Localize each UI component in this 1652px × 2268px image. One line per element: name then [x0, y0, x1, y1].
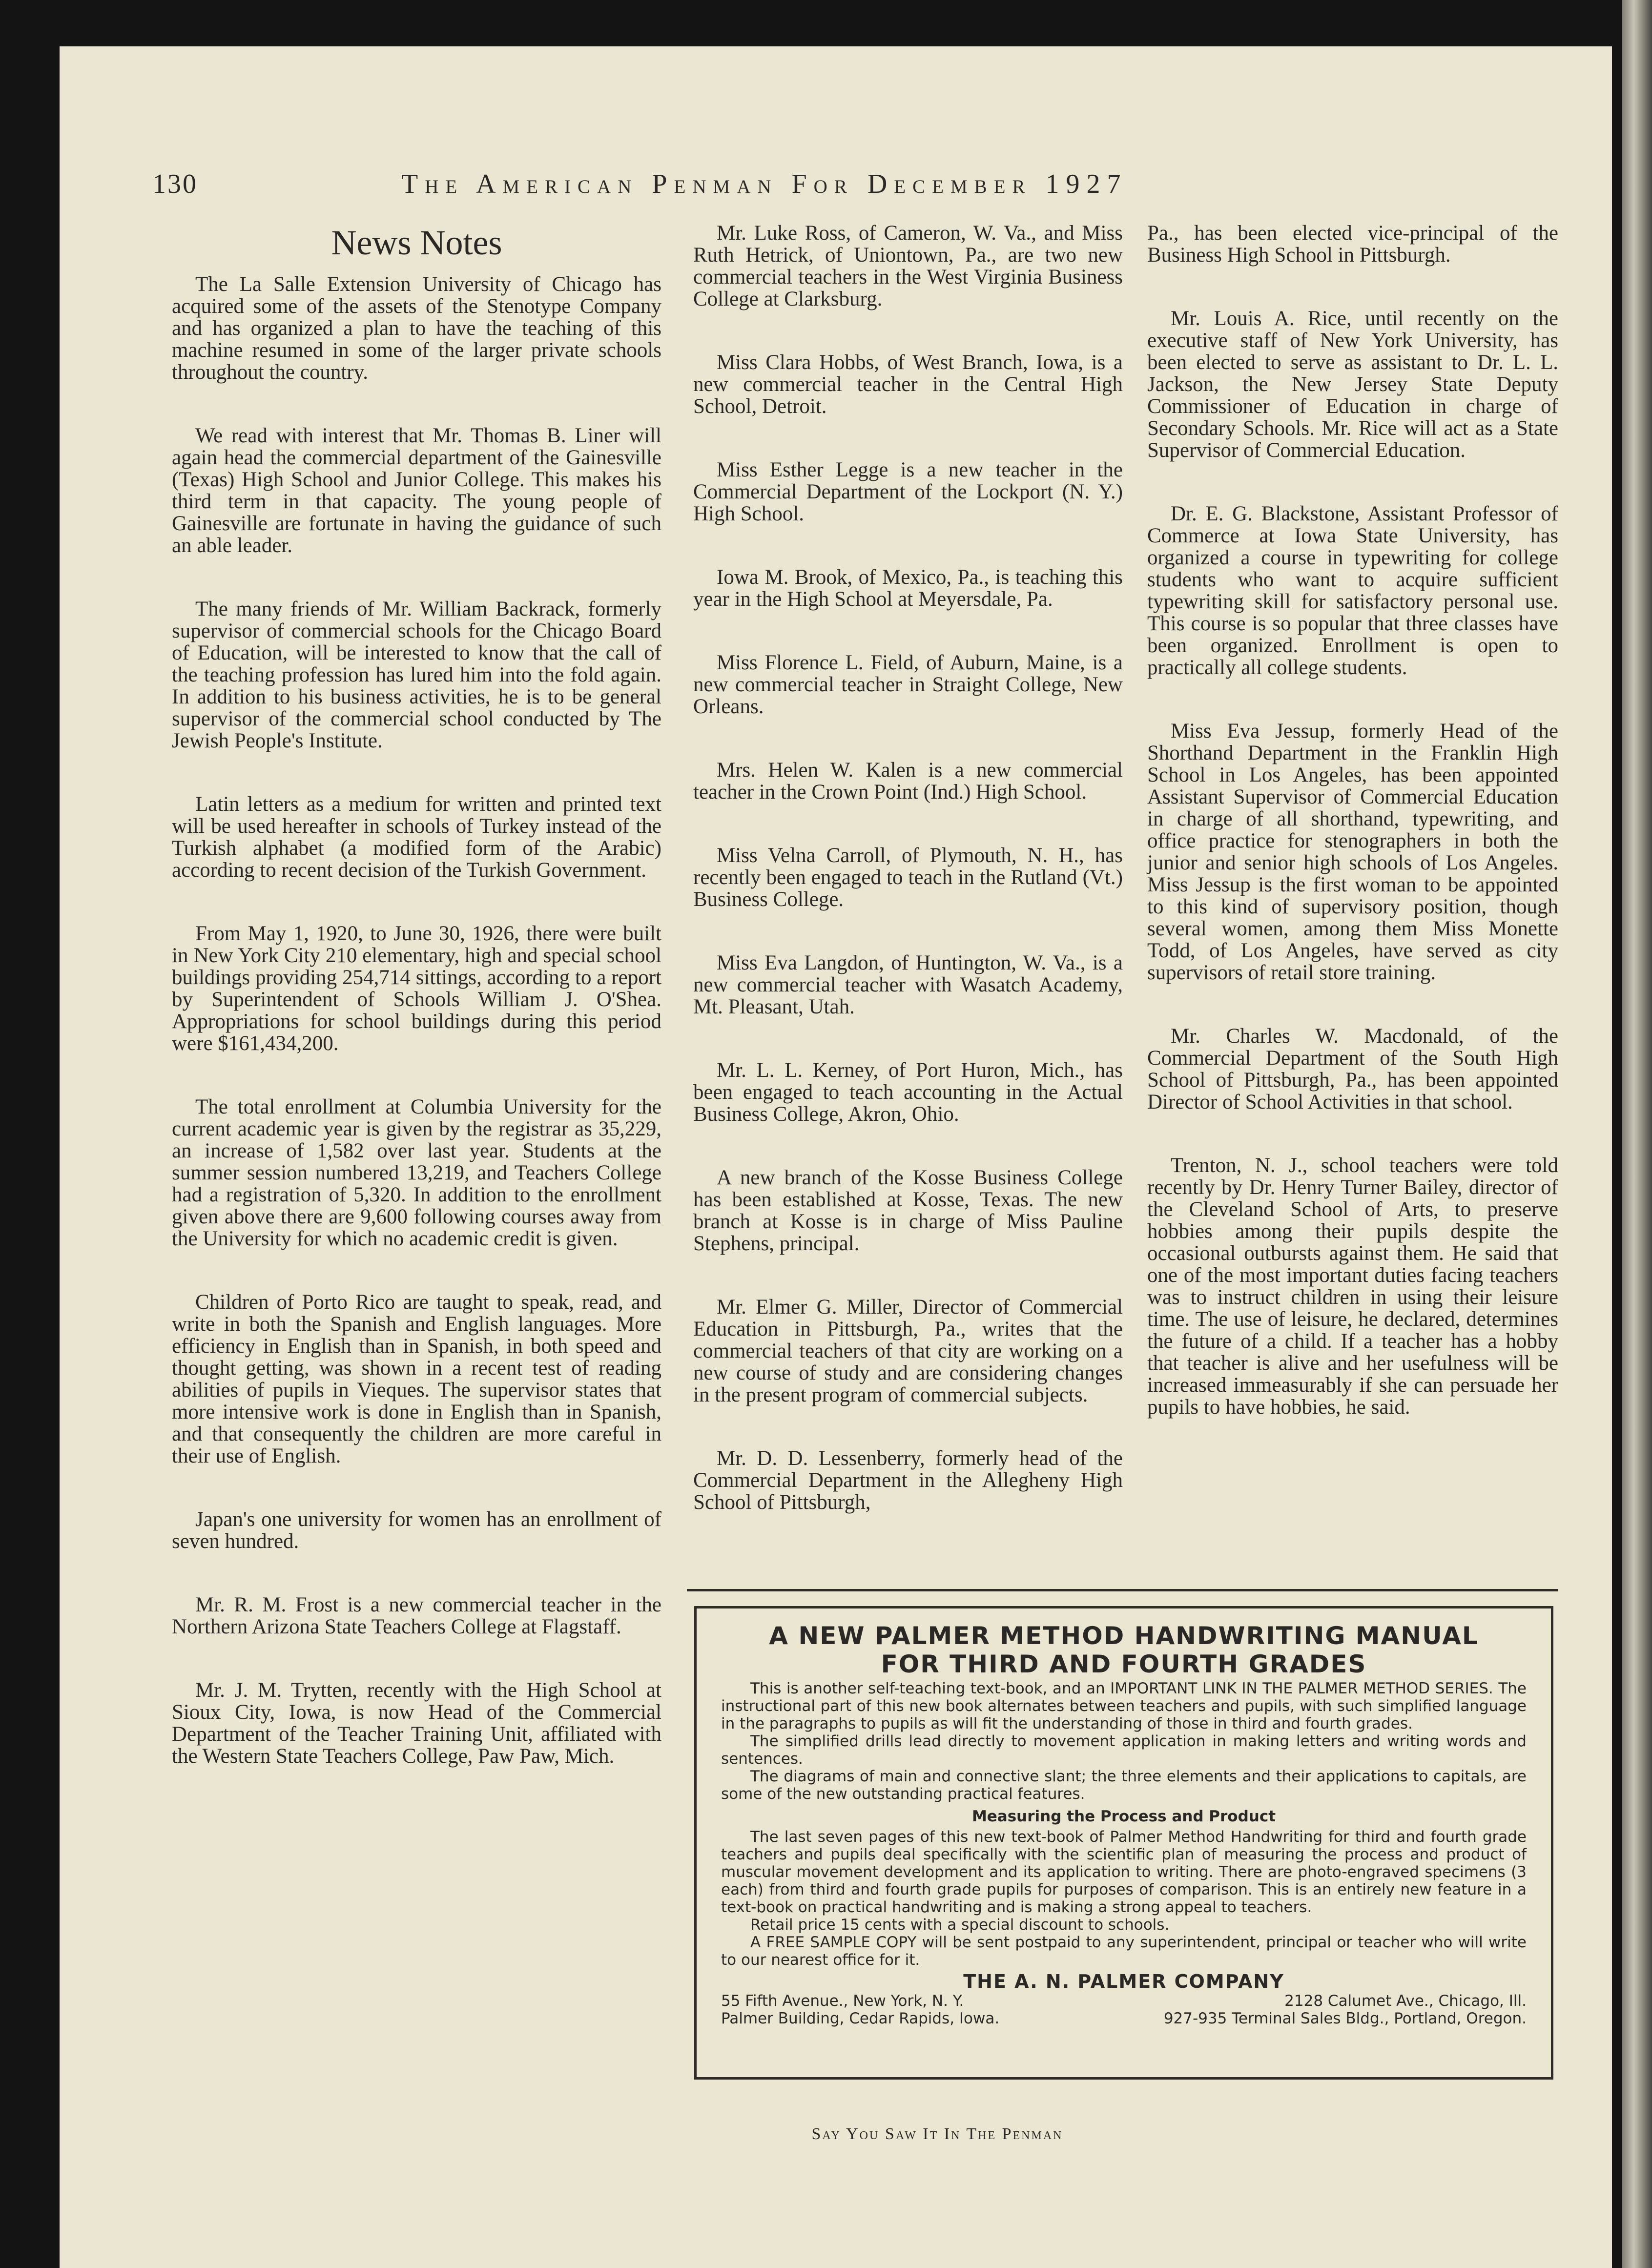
column-3 — [1147, 222, 1558, 1460]
news-item: The total enrollment at Columbia University for the current academic year is given by the registrar as 35,229, an increase of 1,582 over last year. Students at the summer session numbered 13,219, and Teachers College had a registration of 5,320. In addition to the enrollment given above there are 9,600 following courses away from the University for which no academic credit is given. — [172, 1095, 661, 1250]
news-item: Mrs. Helen W. Kalen is a new commercial teacher in the Crown Point (Ind.) High School. — [693, 759, 1123, 804]
news-item: The many friends of Mr. William Backrack, formerly supervisor of commercial schools for the Chicago Board of Education, will be interested to know that the call of the teaching profession has lured him into the fold again. In addition to his business activities, he is to be general supervisor of the commercial school conducted by The Jewish People's Institute. — [172, 598, 661, 752]
news-item: Japan's one university for women has an enrollment of seven hundred. — [172, 1508, 661, 1553]
news-item: Miss Clara Hobbs, of West Branch, Iowa, is a new commercial teacher in the Central High School, Detroit. — [693, 351, 1123, 418]
ad-paragraph: A FREE SAMPLE COPY will be sent postpaid to any superintendent, principal or teacher who will write to our nearest office for it. — [721, 1934, 1527, 1969]
news-item: Mr. Charles W. Macdonald, of the Commercial Department of the South High School of Pittsburgh, Pa., has been appointed Director of School Activities in that school. — [1147, 1025, 1558, 1113]
news-item: Mr. D. D. Lessenberry, formerly head of the Commercial Department in the Allegheny High School of Pittsburgh, — [693, 1447, 1123, 1514]
news-item: Mr. R. M. Frost is a new commercial teacher in the Northern Arizona State Teachers College at Flagstaff. — [172, 1593, 661, 1638]
page-number: 130 — [152, 169, 198, 199]
ad-company-name: THE A. N. PALMER COMPANY — [963, 1971, 1284, 1992]
news-item: Latin letters as a medium for written and printed text will be used hereafter in schools of Turkey instead of the Turkish alphabet (a modified form of the Arabic) according to recent decision of the Turkish Government. — [172, 793, 661, 882]
ad-paragraph: Retail price 15 cents with a special discount to schools. — [750, 1916, 1170, 1934]
news-item: Mr. Luke Ross, of Cameron, W. Va., and Miss Ruth Hetrick, of Uniontown, Pa., are two new commercial teachers in the West Virginia Business College at Clarksburg. — [693, 222, 1123, 310]
news-item: Mr. J. M. Trytten, recently with the High School at Sioux City, Iowa, is now Head of the Commercial Department of the Teacher Training Unit, affiliated with the Western State Teachers College, Paw Paw, Mich. — [172, 1679, 661, 1768]
news-item: Miss Velna Carroll, of Plymouth, N. H., has recently been engaged to teach in the Rutland (Vt.) Business College. — [693, 844, 1123, 911]
news-item: A new branch of the Kosse Business College has been established at Kosse, Texas. The new branch at Kosse is in charge of Miss Pauline Stephens, principal. — [693, 1166, 1123, 1255]
page-edge — [1622, 0, 1652, 2268]
palmer-advertisement — [694, 1606, 1553, 2080]
news-item: Mr. L. L. Kerney, of Port Huron, Mich., has been engaged to teach accounting in the Actual Business College, Akron, Ohio. — [693, 1059, 1123, 1126]
news-item: Iowa M. Brook, of Mexico, Pa., is teaching this year in the High School at Meyersdale, Pa. — [693, 566, 1123, 611]
news-item: From May 1, 1920, to June 30, 1926, there were built in New York City 210 elementary, high and special school buildings providing 254,714 sittings, according to a report by Superintendent of Schools William J. O'Shea. Appropriations for school buildings during this period were $161,434,200. — [172, 922, 661, 1055]
ad-address-row — [721, 1992, 1527, 2010]
news-item: Miss Eva Jessup, formerly Head of the Shorthand Department in the Franklin High School in Los Angeles, has been appointed Assistant Supervisor of Commercial Education in charge of all shorthand, typewriting, and office practice for stenographers in both the junior and senior high schools of Los Angeles. Miss Jessup is the first woman to be appointed to this kind of supervisory position, though several women, among them Miss Monette Todd, of Los Angeles, have served as city supervisors of retail store training. — [1147, 720, 1558, 984]
ad-paragraph: The diagrams of main and connective slant; the three elements and their applications to capitals, are some of the new outstanding practical features. — [721, 1768, 1527, 1803]
ad-address-row — [721, 2010, 1527, 2027]
news-item: The La Salle Extension University of Chicago has acquired some of the assets of the Stenotype Company and has organized a plan to have the teaching of this machine resumed in some of the larger private schools throughout the country. — [172, 273, 661, 384]
ad-paragraph: The simplified drills lead directly to movement application in making letters and writing words and sentences. — [721, 1732, 1527, 1768]
ad-address: Palmer Building, Cedar Rapids, Iowa. — [721, 2010, 1000, 2027]
news-item: Miss Eva Langdon, of Huntington, W. Va., is a new commercial teacher with Wasatch Academy, Mt. Pleasant, Utah. — [693, 951, 1123, 1018]
news-item-continuation: Pa., has been elected vice-principal of the Business High School in Pittsburgh. — [1147, 222, 1558, 267]
ad-headline-2: FOR THIRD AND FOURTH GRADES — [881, 1650, 1367, 1678]
news-item: We read with interest that Mr. Thomas B. Liner will again head the commercial department of the Gainesville (Texas) High School and Junior College. This makes his third term in that capacity. The young people of Gainesville are fortunate in having the guidance of such an able leader. — [172, 424, 661, 557]
running-title: The American Penman For December 1927 — [401, 169, 1128, 199]
ad-paragraph: This is another self-teaching text-book, and an IMPORTANT LINK IN THE PALMER METHOD SERIES. The instructional part of this new book alternates between teachers and pupils, with such simplified language in the paragraphs to pupils as will fit the understanding of those in third and fourth grades. — [721, 1680, 1527, 1732]
news-item: Mr. Louis A. Rice, until recently on the executive staff of New York University, has been elected to serve as assistant to Dr. L. L. Jackson, the New Jersey State Deputy Commissioner of Education in charge of Secondary Schools. Mr. Rice will act as a State Supervisor of Commercial Education. — [1147, 307, 1558, 462]
news-item: Miss Esther Legge is a new teacher in the Commercial Department of the Lockport (N. Y.) High School. — [693, 458, 1123, 525]
news-item: Dr. E. G. Blackstone, Assistant Professor of Commerce at Iowa State University, has organized a course in typewriting for college students who want to acquire sufficient typewriting skill for satisfactory personal use. This course is so popular that three classes have been organized. Enrollment is open to practically all college students. — [1147, 502, 1558, 679]
ad-headline-1: A NEW PALMER METHOD HANDWRITING MANUAL — [769, 1622, 1479, 1650]
ad-subheading: Measuring the Process and Product — [971, 1808, 1276, 1825]
news-item: Trenton, N. J., school teachers were told recently by Dr. Henry Turner Bailey, director of the Cleveland School of Arts, to preserve hobbies among their pupils despite the occasional outbursts against them. He said that one of the most important duties facing teachers was to instruct children in using their leisure time. The use of leisure, he declared, determines the future of a child. If a teacher has a hobby that teacher is alive and her usefulness will be increased immeasurably if she can persuade her pupils to have hobbies, he said. — [1147, 1154, 1558, 1419]
ad-address: 2128 Calumet Ave., Chicago, Ill. — [1284, 1992, 1527, 2010]
news-item: Miss Florence L. Field, of Auburn, Maine, is a new commercial teacher in Straight College, New Orleans. — [693, 651, 1123, 718]
ad-paragraph: The last seven pages of this new text-book of Palmer Method Handwriting for third and fourth grade teachers and pupils deal specifically with the scientific plan of measuring the process and product of muscular movement development and its application to writing. There are photo-engraved specimens (3 each) from third and fourth grade pupils for purposes of comparison. This is an entirely new feature in a text-book on practical handwriting and is making a strong appeal to teachers. — [721, 1828, 1527, 1916]
column-1 — [172, 222, 661, 1809]
divider-rule — [687, 1589, 1558, 1591]
section-heading: News Notes — [331, 223, 502, 262]
footer-slogan: Say You Saw It In The Penman — [811, 2125, 1063, 2143]
column-2 — [693, 222, 1123, 1555]
ad-address: 55 Fifth Avenue., New York, N. Y. — [721, 1992, 964, 2010]
news-item: Mr. Elmer G. Miller, Director of Commercial Education in Pittsburgh, Pa., writes that the commercial teachers of that city are working on a new course of study and are considering changes in the present program of commercial subjects. — [693, 1296, 1123, 1406]
ad-address: 927-935 Terminal Sales Bldg., Portland, Oregon. — [1163, 2010, 1527, 2027]
news-item: Children of Porto Rico are taught to speak, read, and write in both the Spanish and English languages. More efficiency in English than in Spanish, in both speed and thought getting, was shown in a recent test of reading abilities of pupils in Vieques. The supervisor states that more intensive work is done in English than in Spanish, and that consequently the children are more careful in their use of English. — [172, 1291, 661, 1467]
